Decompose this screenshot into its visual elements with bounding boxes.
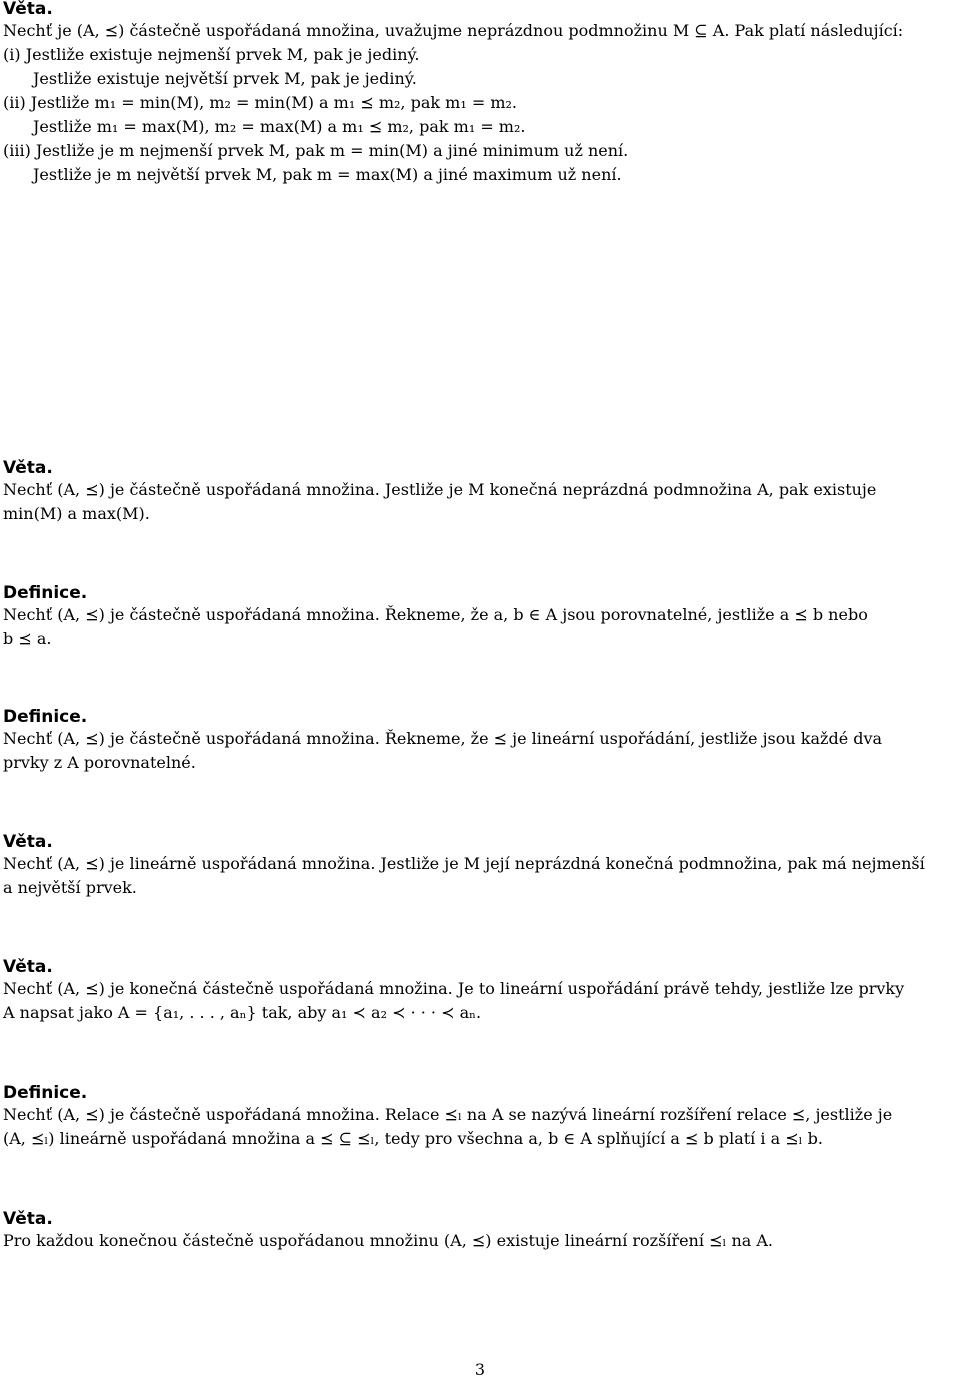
block-heading: Věta. bbox=[3, 957, 53, 977]
block-text-line: Nechť (A, ⪯) je konečná částečně uspořádaná množina. Je to lineární uspořádání právě tehdy, jestliže lze prvky bbox=[3, 979, 905, 998]
block-heading: Definice. bbox=[3, 583, 88, 603]
block-heading: Věta. bbox=[3, 1209, 53, 1229]
block-heading: Věta. bbox=[3, 458, 53, 478]
block-text-line: (i) Jestliže existuje nejmenší prvek M, pak je jediný. bbox=[3, 45, 420, 64]
block-text-line: b ⪯ a. bbox=[3, 629, 52, 648]
block-text-line: Nechť je (A, ⪯) částečně uspořádaná množina, uvažujme neprázdnou podmnožinu M ⊆ A. Pak platí následující: bbox=[3, 21, 904, 40]
page-number: 3 bbox=[474, 1360, 486, 1379]
definition-block bbox=[3, 584, 958, 651]
theorem-block bbox=[3, 958, 958, 1025]
block-text-line: Pro každou konečnou částečně uspořádanou množinu (A, ⪯) existuje lineární rozšíření ⪯ₗ na A. bbox=[3, 1231, 774, 1250]
definition-block bbox=[3, 1084, 958, 1151]
block-text-line: Jestliže m₁ = max(M), m₂ = max(M) a m₁ ⪯ m₂, pak m₁ = m₂. bbox=[33, 117, 526, 136]
block-text-line: prvky z A porovnatelné. bbox=[3, 753, 196, 772]
block-text-line: Jestliže je m největší prvek M, pak m = max(M) a jiné maximum už není. bbox=[33, 165, 622, 184]
block-text-line: Nechť (A, ⪯) je částečně uspořádaná množina. Jestliže je M konečná neprázdná podmnožina A, pak existuje bbox=[3, 480, 877, 499]
block-heading: Definice. bbox=[3, 707, 88, 727]
theorem-block bbox=[3, 459, 958, 526]
block-text-line: Nechť (A, ⪯) je částečně uspořádaná množina. Řekneme, že ⪯ je lineární uspořádání, jestliže jsou každé dva bbox=[3, 729, 883, 748]
block-text-line: Nechť (A, ⪯) je lineárně uspořádaná množina. Jestliže je M její neprázdná konečná podmnožina, pak má nejmenší bbox=[3, 854, 925, 873]
block-text-line: Jestliže existuje největší prvek M, pak je jediný. bbox=[33, 69, 417, 88]
block-heading: Definice. bbox=[3, 1083, 88, 1103]
block-text-line: Nechť (A, ⪯) je částečně uspořádaná množina. Relace ⪯ₗ na A se nazývá lineární rozšíření relace ⪯, jestliže je bbox=[3, 1105, 893, 1124]
block-text-line: min(M) a max(M). bbox=[3, 504, 150, 523]
definition-block bbox=[3, 708, 958, 775]
theorem-block bbox=[3, 1210, 958, 1253]
theorem-block bbox=[3, 833, 958, 900]
block-text-line: a největší prvek. bbox=[3, 878, 137, 897]
block-heading: Věta. bbox=[3, 832, 53, 852]
block-heading: Věta. bbox=[3, 0, 53, 19]
block-text-line: Nechť (A, ⪯) je částečně uspořádaná množina. Řekneme, že a, b ∈ A jsou porovnatelné, jestliže a ⪯ b nebo bbox=[3, 605, 868, 624]
block-text-line: (iii) Jestliže je m nejmenší prvek M, pak m = min(M) a jiné minimum už není. bbox=[3, 141, 629, 160]
block-text-line: A napsat jako A = {a₁, . . . , aₙ} tak, aby a₁ ≺ a₂ ≺ · · · ≺ aₙ. bbox=[3, 1003, 482, 1022]
block-text-line: (ii) Jestliže m₁ = min(M), m₂ = min(M) a m₁ ⪯ m₂, pak m₁ = m₂. bbox=[3, 93, 517, 112]
theorem-block bbox=[3, 0, 958, 187]
block-text-line: (A, ⪯ₗ) lineárně uspořádaná množina a ⪯ ⊆ ⪯ₗ, tedy pro všechna a, b ∈ A splňující a ⪯ b platí i a ⪯ₗ b. bbox=[3, 1129, 823, 1148]
